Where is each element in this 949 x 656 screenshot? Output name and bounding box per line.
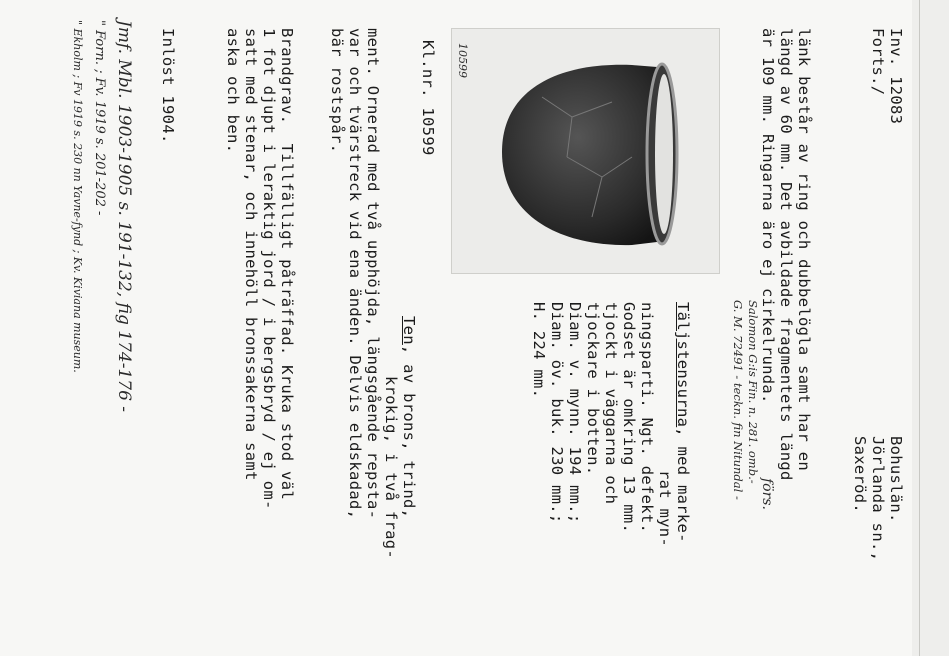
artifact-photo bbox=[451, 28, 720, 274]
urn-line-3: tjockt i väggarna och bbox=[602, 302, 620, 505]
photo-sticker-number: 10599 bbox=[456, 43, 469, 78]
urn-title-line bbox=[673, 302, 692, 543]
ten-line-2: ment. Ornerad med två upphöjda, längsgående repsta- bbox=[364, 28, 382, 520]
grave-line-1: Brandgrav. Tillfälligt påträffad. Kruka stod väl bbox=[278, 28, 296, 500]
acquired-year: Inlöst 1904. bbox=[159, 28, 177, 144]
inv-number: Inv. 12083 bbox=[887, 28, 905, 125]
urn-line-2: Godset är omkring 13 mm. bbox=[620, 302, 638, 534]
ten-line-3: var och tvärstreck vid ena änden. Delvis eldskadad, bbox=[346, 28, 364, 520]
reference-note-1: Jmf. Mbl. 1903-1905 s. 191-132, fig 174-176 - bbox=[114, 20, 134, 413]
ten-line-1: krokig, i två frag- bbox=[382, 376, 400, 560]
reference-note-2: " Forn. ; Fv. 1919 s. 201-202 - bbox=[92, 20, 107, 216]
handwritten-forsk: förs. bbox=[759, 478, 775, 510]
grave-line-3: satt med stenar, och innehöll bronssakerna samt bbox=[242, 28, 260, 481]
urn-line-6: Diam. öv. buk. 230 mm.; bbox=[548, 302, 566, 524]
location-place: Saxeröd. bbox=[851, 436, 869, 514]
grave-line-4: aska och ben. bbox=[224, 28, 242, 154]
desc-line-2: längd av 60 mm. Det avbildade fragmentets längd bbox=[777, 28, 795, 481]
desc-line-3: är 109 mm. Ringarna äro ej cirkelrunda. bbox=[759, 28, 777, 404]
reference-note-3: " Ekholm ; Fv 1919 s. 230 nn Yavne-fynd ; Kv. Kiviana museum. bbox=[71, 20, 84, 373]
ten-title-line bbox=[399, 316, 418, 518]
forts-label: Forts./ bbox=[869, 28, 887, 96]
desc-line-1: länk består av ring och dubbelögla samt har en bbox=[795, 28, 813, 472]
photo-caption: Kl.nr. 10599 bbox=[419, 40, 437, 156]
handwritten-note-2: G. M. 72491 - teckn. fin Nitundal - bbox=[731, 300, 745, 500]
ten-line-4: bär rostspår. bbox=[328, 28, 346, 154]
urn-rat-myn: rat myn- bbox=[656, 470, 674, 548]
urn-line-5: Diam. v. mynn. 194 mm.; bbox=[566, 302, 584, 524]
location-province: Bohuslän. bbox=[887, 436, 905, 523]
urn-line-0: , med marke- bbox=[674, 427, 692, 543]
card-edge-line bbox=[919, 0, 920, 656]
urn-line-7: H. 224 mm. bbox=[530, 302, 548, 399]
card-margin bbox=[912, 0, 949, 656]
handwritten-note-1: Salomon G:is Fin. n. 281. omb.- bbox=[746, 300, 760, 484]
urn-image bbox=[482, 57, 692, 252]
urn-line-1: ningsparti. Ngt. defekt. bbox=[638, 302, 656, 534]
grave-line-2: 1 fot djupt i leraktig jord / i bergsbryd / ej om- bbox=[260, 28, 278, 510]
urn-title: Täljstensurna bbox=[674, 302, 692, 428]
ten-title: Ten bbox=[400, 316, 418, 345]
location-parish: Jörlanda sn., bbox=[869, 436, 887, 562]
urn-line-4: tjockare i botten. bbox=[584, 302, 602, 476]
ten-line-0: , av brons, trind, bbox=[400, 344, 418, 519]
